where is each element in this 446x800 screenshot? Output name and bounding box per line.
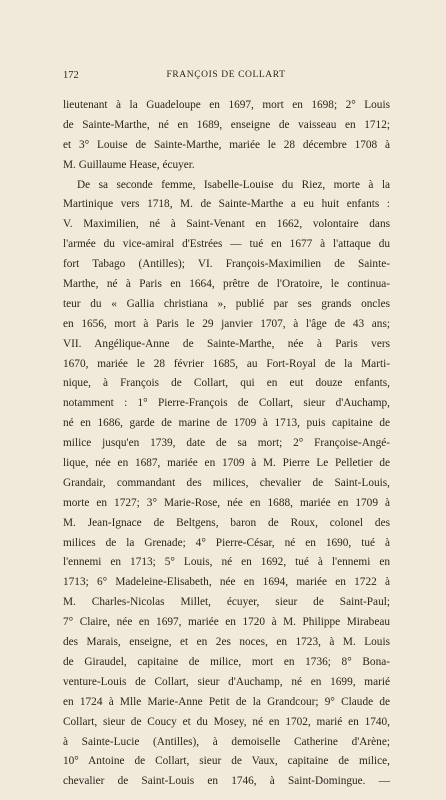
text-line: 7° Claire, née en 1697, mariée en 1720 à M. Philippe Mirabeau [63,616,390,629]
text-line: en 1724 à Mlle Marie-Anne Petit de la Grandcour; 9° Claude de [63,695,390,708]
text-line: né en 1686, garde de marine de 1709 à 1713, puis capitaine de [63,417,390,430]
text-line: à Sainte-Lucie (Antilles), à demoiselle Catherine d'Arène; [63,735,390,748]
text-line: notamment : 1° Pierre-François de Collart, sieur d'Auchamp, [63,397,390,410]
page-header [63,70,389,86]
text-line: fort Tabago (Antilles); VI. François-Maximilien de Sainte- [63,258,390,271]
text-line: V. Maximilien, né à Saint-Venant en 1662, volontaire dans [63,218,390,231]
body-text [63,96,390,792]
text-line: l'armée du vice-amiral d'Estrées — tué en 1677 à l'attaque du [63,238,390,251]
text-line: lieutenant à la Guadeloupe en 1697, mort en 1698; 2° Louis [63,99,390,111]
text-line: M. Charles-Nicolas Millet, écuyer, sieur de Saint-Paul; [63,596,390,609]
text-line: de Sainte-Marthe, né en 1689, enseigne de vaisseau en 1712; [63,118,390,131]
text-line: et 3° Louise de Sainte-Marthe, mariée le 28 décembre 1708 à [63,138,390,151]
text-line: milices de la Grenade; 4° Pierre-César, né en 1690, tué à [63,536,390,549]
running-title: FRANÇOIS DE COLLART [166,70,286,80]
text-line: De sa seconde femme, Isabelle-Louise du Riez, morte à la [77,178,390,191]
text-line: 1670, mariée le 28 février 1685, au Fort-Royal de la Marti- [63,357,390,370]
page-number: 172 [63,70,79,81]
text-line: milice jusqu'en 1739, date de sa mort; 2° Françoise-Angé- [63,437,390,450]
text-line: M. Jean-Ignace de Beltgens, baron de Roux, colonel des [63,516,390,529]
text-line: chevalier de Saint-Louis en 1746, à Saint-Domingue. — [63,775,390,788]
text-line: de Giraudel, capitaine de milice, mort en 1736; 8° Bona- [63,655,390,668]
text-line: l'ennemi en 1713; 5° Louis, né en 1692, tué à l'ennemi en [63,556,390,569]
text-line: morte en 1727; 3° Marie-Rose, née en 1688, mariée en 1709 à [63,496,390,509]
text-line: lique, née en 1687, mariée en 1709 à M. Pierre Le Pelletier de [63,457,390,470]
text-line: en 1656, mort à Paris le 29 janvier 1707, à l'âge de 43 ans; [63,317,390,330]
text-line: 10° Antoine de Collart, sieur de Vaux, capitaine de milice, [63,755,390,768]
text-line: VII. Angélique-Anne de Sainte-Marthe, née à Paris vers [63,337,390,350]
text-line: teur du « Gallia christiana », publié par ses grands oncles [63,297,390,310]
text-line: Marthe, né à Paris en 1664, prêtre de l'Oratoire, le continua- [63,278,390,291]
text-line: 1713; 6° Madeleine-Elisabeth, née en 1694, mariée en 1722 à [63,576,390,589]
text-line: Martinique vers 1718, M. de Sainte-Marthe a eu huit enfants : [63,198,390,211]
text-line: des Marais, enseigne, et en 2es noces, en 1723, à M. Louis [63,636,390,649]
text-line: venture-Louis de Collart, sieur d'Auchamp, né en 1699, marié [63,675,390,688]
text-line: Grandair, commandant des milices, chevalier de Saint-Louis, [63,476,390,489]
text-line: M. Guillaume Hease, écuyer. [63,158,195,171]
text-line: nique, à François de Collart, qui en eut douze enfants, [63,377,390,390]
text-line: Collart, sieur de Coucy et du Mosey, né en 1702, marié en 1740, [63,715,390,728]
